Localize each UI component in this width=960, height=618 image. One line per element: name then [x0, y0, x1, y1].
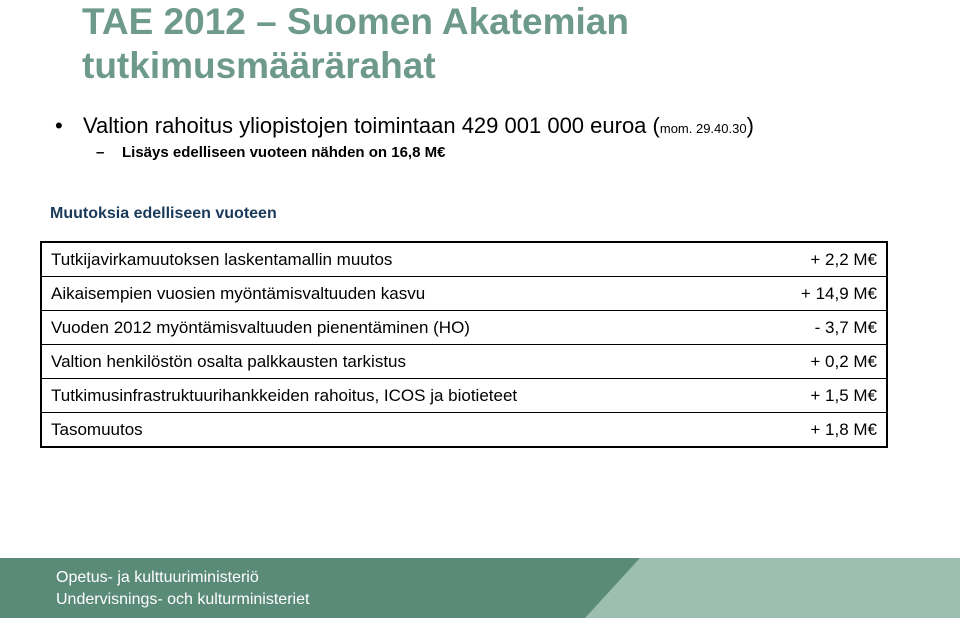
table-cell-value: + 14,9 M€: [761, 277, 888, 311]
slide-title-line-2: tutkimusmäärärahat: [82, 45, 436, 86]
sub-bullet-marker: –: [96, 144, 105, 161]
table-row: [41, 242, 887, 277]
table-cell-label: Tutkimusinfrastruktuurihankkeiden rahoitus, ICOS ja biotieteet: [41, 379, 761, 413]
changes-table: [40, 241, 888, 448]
table-row: [41, 311, 887, 345]
bullet-marker: •: [55, 113, 63, 138]
table-cell-value: + 1,5 M€: [761, 379, 888, 413]
table-cell-label: Tutkijavirkamuutoksen laskentamallin muutos: [41, 242, 761, 277]
slide-title-line-1: TAE 2012 – Suomen Akatemian: [82, 1, 629, 42]
sub-bullet-increase: [96, 143, 445, 163]
footer-banner: [0, 558, 960, 618]
table-row: [41, 413, 887, 448]
bullet-funding-note: mom. 29.40.30: [659, 121, 747, 136]
table-cell-value: + 2,2 M€: [761, 242, 888, 277]
table-cell-value: - 3,7 M€: [761, 311, 888, 345]
section-heading: Muutoksia edelliseen vuoteen: [50, 205, 277, 222]
table-row: [41, 277, 887, 311]
footer-ministry-swedish: Undervisnings- och kulturministeriet: [56, 591, 310, 608]
table-row: [41, 379, 887, 413]
table-cell-value: + 0,2 M€: [761, 345, 888, 379]
table-cell-label: Vuoden 2012 myöntämisvaltuuden pienentäminen (HO): [41, 311, 761, 345]
table-cell-label: Tasomuutos: [41, 413, 761, 448]
footer-ministry-finnish: Opetus- ja kulttuuriministeriö: [56, 569, 259, 586]
table-cell-value: + 1,8 M€: [761, 413, 888, 448]
bullet-funding-text: Valtion rahoitus yliopistojen toimintaan 429 001 000 euroa (: [83, 113, 660, 138]
bullet-funding-close: ): [746, 113, 754, 138]
table-cell-label: Aikaisempien vuosien myöntämisvaltuuden kasvu: [41, 277, 761, 311]
table-cell-label: Valtion henkilöstön osalta palkkausten tarkistus: [41, 345, 761, 379]
sub-bullet-increase-text: Lisäys edelliseen vuoteen nähden on 16,8 M€: [122, 144, 446, 161]
bullet-funding: [55, 111, 754, 144]
slide-title: [82, 0, 942, 88]
table-row: [41, 345, 887, 379]
